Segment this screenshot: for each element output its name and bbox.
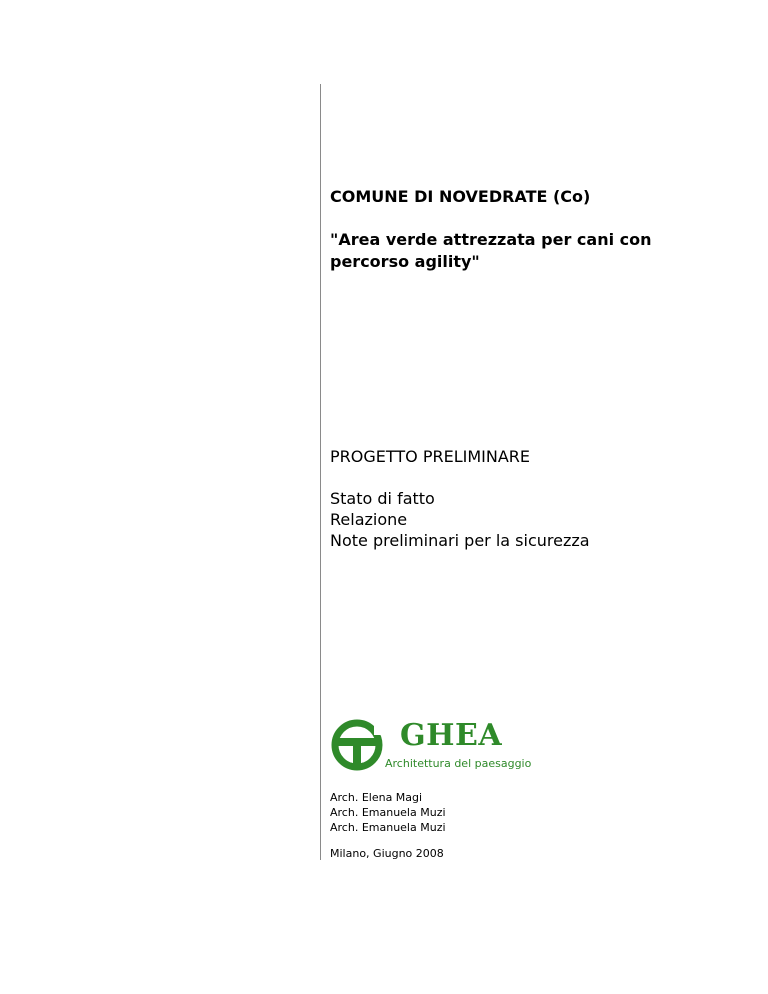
contents-item: Note preliminari per la sicurezza	[330, 531, 590, 550]
contents-list	[330, 488, 590, 551]
authors-list	[330, 790, 446, 835]
contents-item: Stato di fatto	[330, 489, 435, 508]
logo-subtitle: Architettura del paesaggio	[385, 757, 532, 770]
margin-rule	[320, 84, 321, 860]
project-title-line-2: percorso agility"	[330, 252, 480, 271]
project-phase: PROGETTO PRELIMINARE	[330, 447, 530, 466]
project-title-line-1: "Area verde attrezzata per cani con	[330, 230, 652, 249]
contents-item: Relazione	[330, 510, 408, 529]
municipality-heading: COMUNE DI NOVEDRATE (Co)	[330, 187, 591, 206]
author: Arch. Emanuela Muzi	[330, 821, 446, 834]
project-title	[330, 229, 670, 273]
ghea-logo	[330, 715, 530, 775]
logo-name: GHEA	[400, 718, 503, 753]
place-date: Milano, Giugno 2008	[330, 847, 444, 860]
author: Arch. Elena Magi	[330, 791, 423, 804]
author: Arch. Emanuela Muzi	[330, 806, 446, 819]
ghea-logo-icon	[330, 715, 390, 775]
